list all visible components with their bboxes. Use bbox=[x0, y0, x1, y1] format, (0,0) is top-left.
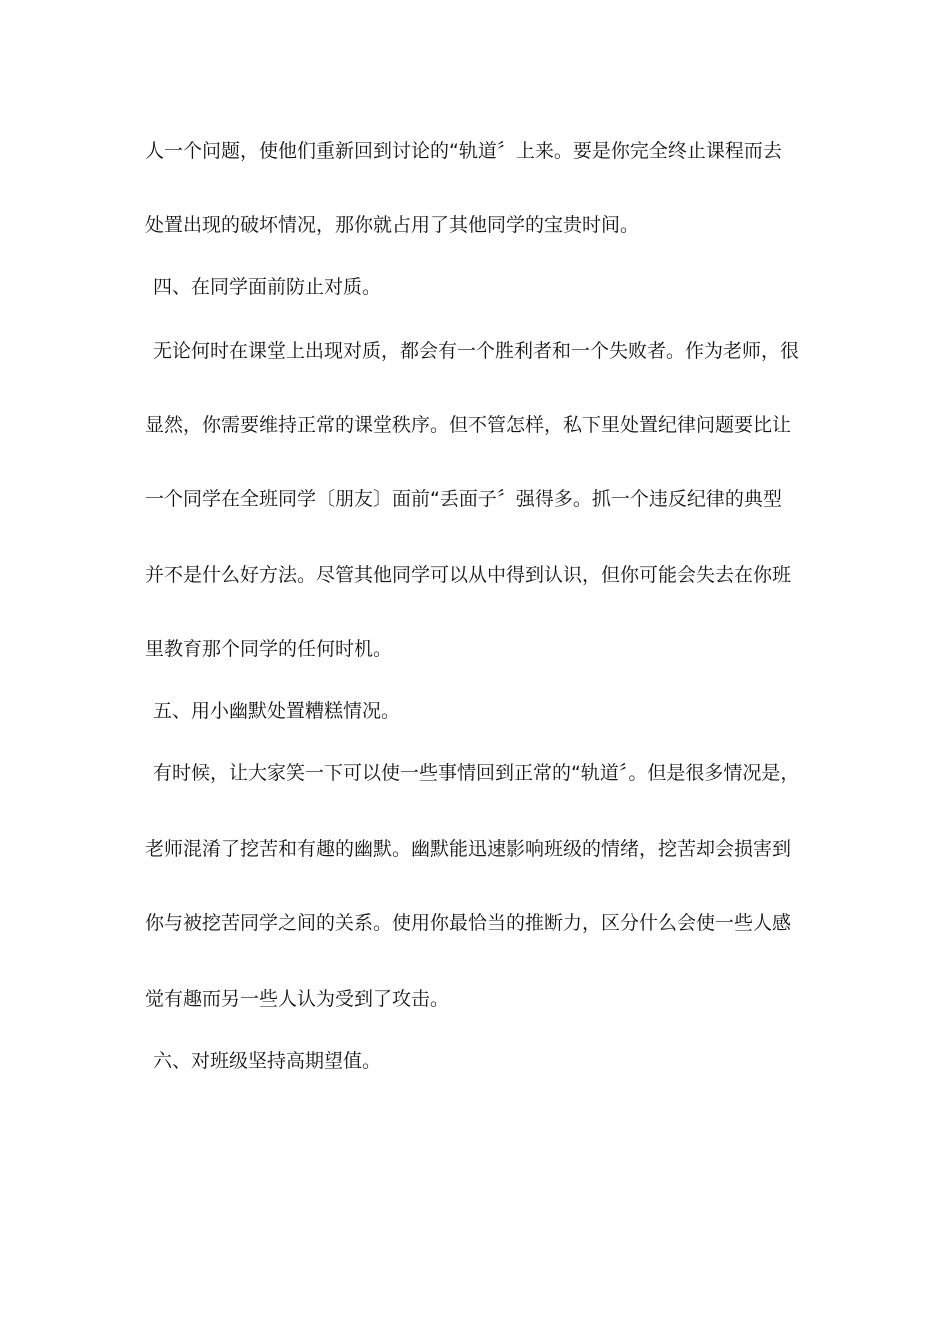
section-heading: 五、用小幽默处置糟糕情况。 bbox=[153, 700, 401, 722]
paragraph-line: 人一个问题，使他们重新回到讨论的“轨道〞上来。要是你完全终止课程而去 bbox=[145, 140, 782, 162]
paragraph-line: 无论何时在课堂上出现对质，都会有一个胜利者和一个失败者。作为老师，很 bbox=[153, 340, 800, 362]
paragraph-line: 并不是什么好方法。尽管其他同学可以从中得到认识，但你可能会失去在你班 bbox=[145, 564, 792, 586]
paragraph-line: 觉有趣而另一些人认为受到了攻击。 bbox=[145, 988, 450, 1010]
paragraph-line: 里教育那个同学的任何时机。 bbox=[145, 638, 393, 660]
paragraph-line: 一个同学在全班同学〔朋友〕面前“丢面子〞强得多。抓一个违反纪律的典型 bbox=[145, 488, 782, 510]
paragraph-line: 你与被挖苦同学之间的关系。使用你最恰当的推断力，区分什么会使一些人感 bbox=[145, 912, 792, 934]
paragraph-line: 有时候，让大家笑一下可以使一些事情回到正常的“轨道〞。但是很多情况是， bbox=[153, 762, 800, 784]
paragraph-line: 老师混淆了挖苦和有趣的幽默。幽默能迅速影响班级的情绪，挖苦却会损害到 bbox=[145, 838, 792, 860]
paragraph-line: 处置出现的破坏情况，那你就占用了其他同学的宝贵时间。 bbox=[145, 214, 640, 236]
paragraph-line: 显然，你需要维持正常的课堂秩序。但不管怎样，私下里处置纪律问题要比让 bbox=[145, 414, 792, 436]
section-heading: 四、在同学面前防止对质。 bbox=[153, 276, 382, 298]
section-heading: 六、对班级坚持高期望值。 bbox=[153, 1050, 382, 1072]
